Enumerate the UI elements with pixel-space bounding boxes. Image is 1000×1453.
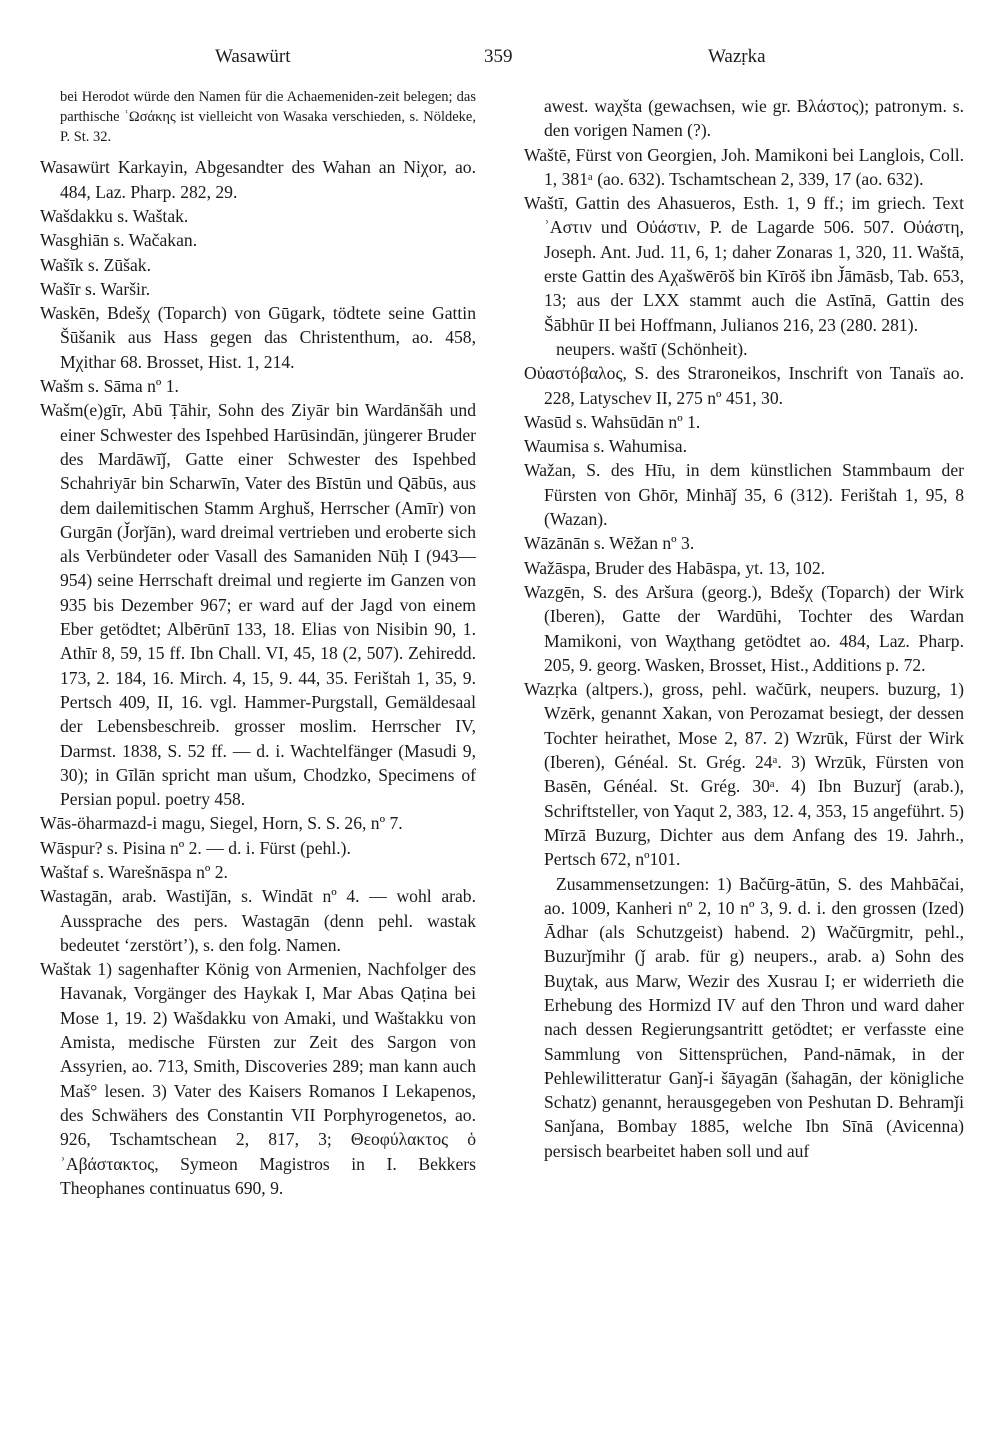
dictionary-entry: Wažāspa, Bruder des Habāspa, yt. 13, 102. [524,557,826,578]
dictionary-entry: Waštē, Fürst von Georgien, Joh. Mamikoni bei Langlois, Coll. 1, 381ᵃ (ao. 632). Tschamtschean 2, 339, 17 (ao. 632). [524,144,964,189]
header-left-keyword: Wasawürt [215,46,291,67]
dictionary-entry: Wāspur? s. Pisina nº 2. — d. i. Fürst (pehl.). [40,837,351,858]
dictionary-entry: Wašm(e)gīr, Abū Ṭāhir, Sohn des Ziyār bin Wardānšāh und einer Schwester des Ispehbed Harūsindān, jüngerer Bruder des Mardāwīǰ, Gatte einer Schwester des Ispehbed Schahriyār bin Scharwīn, Vater des Bīstūn und Qābūs, aus dem dailemitischen Stamm Arghuš, Herrscher (Amīr) von Gurgān (J̌orǰān), ward dreimal vertrieben und eroberte sich als Verbündeter oder Vasall des Samaniden Nūḥ I (943—954) seine Herrschaft dreimal und regierte im Ganzen von 935 bis Dezember 967; er ward auf der Jagd von einem Eber getödtet; Albērūnī 133, 18. Elias von Nisibin 90, 1. Athīr 8, 59, 15 ff. Ibn Chall. VI, 45, 18 (2, 507). Zehiredd. 173, 2. 184, 16. Mirch. 4, 15, 9. 44, 35. Ferištah 1, 35, 9. Pertsch 409, II, 16. vgl. Hammer-Purgstall, Gemäldesaal der Lebensbeschreib. grosser moslim. Herrscher IV, Darmst. 1838, S. 52 ff. — d. i. Wachtelfänger (Masudi 9, 30); in Gīlān spricht man ušum, Chodzko, Specimens of Persian popul. poetry 458. [40,400,476,810]
dictionary-entry: Waštī, Gattin des Ahasueros, Esth. 1, 9 ff.; im griech. Text ʾΑστιν und Οὐάστιν, P. de Lagarde 506. 507. Οὐάστη, Joseph. Ant. Jud. 11, 6, 1; daher Zonaras 1, 320, 11. Waštā, erste Gattin des Aχašwērōš bin Kīrōš ibn J̌āmāsb, Tab. 653, 13; aus der LXX stammt auch die Astīnā, Gattin des Šābhūr II bei Hoffmann, Julianos 216, 23 (280. 281). [524,193,964,335]
page-number: 359 [484,46,513,67]
continued-entry: awest. waχšta (gewachsen, wie gr. Βλάστος); patronym. s. den vorigen Namen (?). [544,96,964,141]
dictionary-entry: Wažan, S. des Hīu, in dem künstlichen Stammbaum der Fürsten von Ghōr, Minhāǰ 35, 6 (312). Ferištah 1, 95, 8 (Wazan). [524,460,964,530]
entry-paragraph: Zusammensetzungen: 1) Bačūrg-ātūn, S. des Mahbāčai, ao. 1009, Kanheri nº 2, 10 nº 3, 9. d. i. den grossen (Ized) Ādhar (als Schutzgeist) habend. 2) Wačūrgmitr, pehl., Buzurǰmihr (ǰ arab. für g) neupers., arab. a) Sohn des Buχtak, aus Marw, Wezir des Xusrau I; er widerrieth die Erhebung des Hormizd IV auf den Thron und ward daher nach dessen Regierungsantritt getödtet; er verfasste eine Sammlung von Sittensprüchen, Pand-nāmak, in der Pehlewilitteratur Ganǰ-i šāyagān (šahagān, der königliche Schatz) genannt, herausgegeben von Peshutan D. Behramǰi Sanǰana, Bombay 1885, welche Ibn Sīnā (Avicenna) persisch bearbeitet haben soll und auf [544,873,964,1161]
dictionary-entry: Wasawürt Karkayin, Abgesandter des Wahan an Niχor, ao. 484, Laz. Pharp. 282, 29. [40,157,476,202]
dictionary-entry: Οὐαστόβαλος, S. des Straroneikos, Inschrift von Tanaïs ao. 228, Latyschev II, 275 nº 451, 30. [524,363,964,408]
entry-paragraph: neupers. waštī (Schönheit). [556,338,748,359]
dictionary-entry: Waskēn, Bdešχ (Toparch) von Gūgark, tödtete seine Gattin Šūšanik aus Hass gegen das Christenthum, ao. 458, Mχithar 68. Brosset, Hist. 1, 214. [40,303,476,372]
running-head [0,46,1000,76]
dictionary-entry: Wašīr s. Waršir. [40,278,151,299]
dictionary-entry: Waumisa s. Wahumisa. [524,436,687,457]
dictionary-entry: Wasghiān s. Wačakan. [40,230,198,251]
left-column [40,88,476,1200]
header-right-keyword: Wazṛka [708,46,766,67]
dictionary-entry: Waštaf s. Warešnāspa nº 2. [40,862,228,882]
dictionary-entry: Wazgēn, S. des Aršura (georg.), Bdešχ (Toparch) der Wirk (Iberen), Gatte der Wardūhi, Tochter des Wardan Mamikoni, von Waχthang getödtet ao. 484, Laz. Pharp. 205, 9. georg. Wasken, Brosset, Hist., Additions p. 72. [524,581,964,675]
continued-note: bei Herodot würde den Namen für die Achaemeniden-zeit belegen; das parthische ʿΩσάκης ist vielleicht von Wasaka verschieden, s. Nöldeke, P. St. 32. [60,89,476,145]
dictionary-entry: Wasūd s. Wahsūdān nº 1. [524,411,701,432]
right-column [524,94,964,1163]
dictionary-entry: Wāzānān s. Wēžan nº 3. [524,533,695,554]
dictionary-entry: Wazṛka (altpers.), gross, pehl. wačūrk, neupers. buzurg, 1) Wzērk, genannt Xakan, von Perozamat besiegt, der dessen Tochter heirathet, Mose 2, 87. 2) Wzrūk, Fürst der Wirk (Iberen), Généal. St. Grég. 24ᵃ. 3) Wrzūk, Fürsten von Basēn, Généal. St. Grég. 30ᵃ. 4) Ibn Buzurǰ (arab.), Schriftsteller, von Yaqut 2, 383, 12. 4, 353, 15 angeführt. 5) Mīrzā Buzurg, Dichter aus dem Anfang des 19. Jahrh., Pertsch 672, nº101. [524,679,964,870]
dictionary-entry: Waštak 1) sagenhafter König von Armenien, Nachfolger des Havanak, Vorgänger des Haykak I, Mar Abas Qaṭina bei Mose 1, 19. 2) Wašdakku von Amaki, und Waštakku von Amista, medische Fürsten zur Zeit des Sargon von Assyrien, ao. 713, Smith, Discoveries 289; man kann auch Maš° lesen. 3) Vater des Kaisers Romanos I Lekapenos, des Schwähers des Constantin VII Porphyrogenetos, ao. 926, Tschamtschean 2, 817, 3; Θεοφύλακτος ὁ ʾΑβάστακτος, Symeon Magistros in I. Bekkers Theophanes continuatus 690, 9. [40,959,476,1198]
dictionary-entry: Wašīk s. Zūšak. [40,254,151,275]
dictionary-entry: Wašdakku s. Waštak. [40,205,189,226]
dictionary-entry: Wašm s. Sāma nº 1. [40,376,179,397]
dictionary-entry: Wās-öharmazd-i magu, Siegel, Horn, S. S. 26, nº 7. [40,813,403,834]
dictionary-entry: Wastagān, arab. Wastiǰān, s. Windāt nº 4. — wohl arab. Aussprache des pers. Wastagān (denn pehl. wastak bedeutet ‘zerstört’), s. den folg. Namen. [40,886,476,955]
